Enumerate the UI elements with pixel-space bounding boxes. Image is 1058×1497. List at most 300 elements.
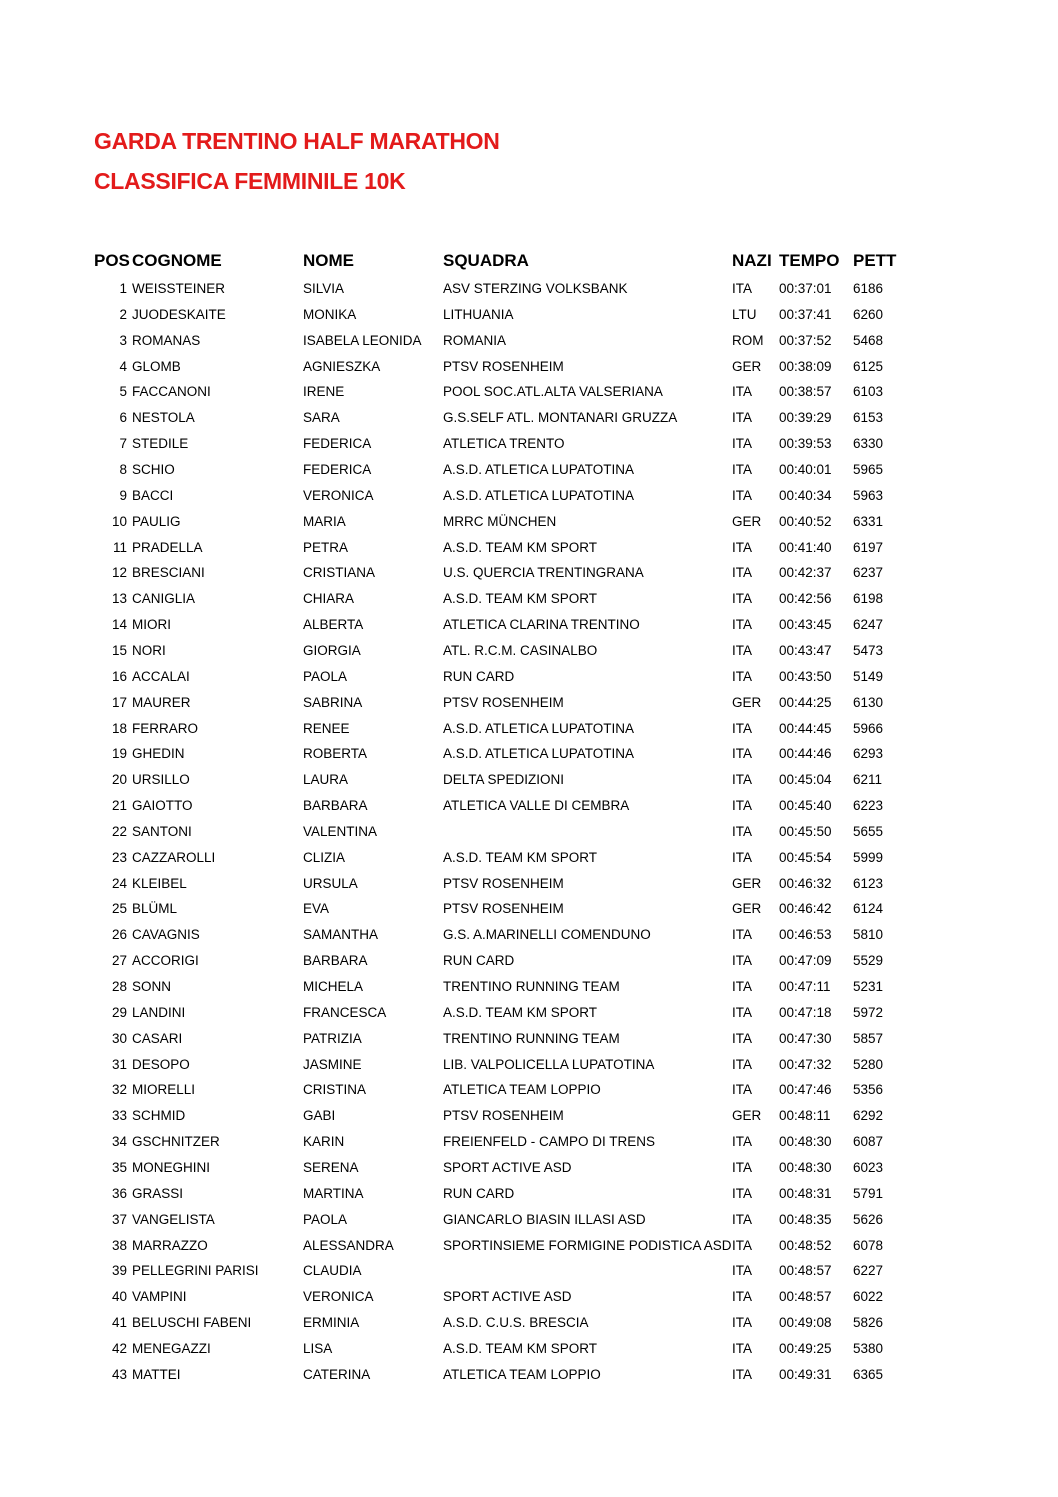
- cell-pett: 5810: [853, 927, 884, 943]
- cell-nazi: ITA: [732, 410, 752, 426]
- cell-pos: 14: [111, 617, 127, 632]
- cell-pett: 5826: [853, 1315, 884, 1330]
- cell-pett: 5529: [853, 953, 884, 969]
- cell-tempo: 00:49:31: [779, 1366, 832, 1382]
- table-row: [0, 1082, 1058, 1108]
- cell-squadra: ATLETICA CLARINA TRENTINO: [443, 617, 640, 632]
- cell-tempo: 00:37:01: [779, 281, 832, 296]
- table-row: [0, 669, 1058, 695]
- cell-squadra: POOL SOC.ATL.ALTA VALSERIANA: [443, 384, 663, 400]
- table-row: [0, 1186, 1058, 1212]
- cell-tempo: 00:42:56: [779, 591, 832, 607]
- cell-squadra: ATLETICA TRENTO: [443, 436, 565, 452]
- cell-pett: 5965: [853, 462, 884, 477]
- cell-tempo: 00:40:34: [779, 487, 832, 503]
- document-title: GARDA TRENTINO HALF MARATHON: [94, 128, 500, 154]
- cell-nazi: ITA: [732, 462, 752, 477]
- cell-squadra: PTSV ROSENHEIM: [443, 694, 564, 710]
- table-row: [0, 772, 1058, 798]
- cell-pett: 5791: [853, 1185, 884, 1201]
- cell-pos: 22: [111, 823, 127, 839]
- cell-squadra: SPORT ACTIVE ASD: [443, 1289, 572, 1305]
- cell-pett: 6237: [853, 565, 884, 581]
- cell-nome: FEDERICA: [303, 436, 372, 452]
- cell-nazi: ITA: [732, 772, 752, 788]
- cell-cognome: ACCORIGI: [132, 953, 199, 969]
- cell-nazi: ITA: [732, 668, 752, 684]
- cell-tempo: 00:47:09: [779, 953, 832, 969]
- cell-nome: PATRIZIA: [303, 1030, 362, 1046]
- table-row: [0, 359, 1058, 385]
- cell-nazi: ITA: [732, 979, 752, 994]
- cell-squadra: RUN CARD: [443, 668, 515, 684]
- table-row: [0, 1134, 1058, 1160]
- cell-nome: CLAUDIA: [303, 1263, 362, 1279]
- cell-squadra: TRENTINO RUNNING TEAM: [443, 979, 620, 994]
- cell-tempo: 00:47:46: [779, 1082, 832, 1098]
- cell-squadra: G.S. A.MARINELLI COMENDUNO: [443, 927, 651, 943]
- cell-squadra: PTSV ROSENHEIM: [443, 1108, 564, 1124]
- cell-nome: PAOLA: [303, 668, 348, 684]
- table-row: [0, 436, 1058, 462]
- cell-tempo: 00:48:30: [779, 1159, 832, 1175]
- cell-pett: 6124: [853, 901, 884, 917]
- cell-cognome: SCHIO: [132, 462, 175, 477]
- cell-pett: 6087: [853, 1134, 884, 1150]
- cell-nome: KARIN: [303, 1134, 345, 1150]
- cell-cognome: CAVAGNIS: [132, 927, 200, 943]
- cell-nome: SILVIA: [303, 281, 345, 296]
- cell-pos: 15: [111, 642, 127, 658]
- cell-tempo: 00:41:40: [779, 539, 832, 555]
- cell-pos: 11: [112, 539, 127, 555]
- cell-tempo: 00:37:41: [779, 306, 832, 322]
- table-row: [0, 927, 1058, 953]
- cell-nazi: ITA: [732, 1366, 752, 1382]
- cell-pos: 7: [119, 436, 127, 452]
- cell-nazi: GER: [732, 694, 762, 710]
- cell-squadra: A.S.D. ATLETICA LUPATOTINA: [443, 487, 635, 503]
- cell-pos: 28: [111, 979, 127, 994]
- cell-cognome: CASARI: [132, 1030, 183, 1046]
- cell-squadra: ATLETICA TEAM LOPPIO: [443, 1082, 601, 1098]
- cell-nome: GABI: [303, 1108, 336, 1124]
- cell-nome: GIORGIA: [303, 642, 361, 658]
- cell-nome: ERMINIA: [303, 1315, 360, 1330]
- cell-nazi: ROM: [732, 332, 764, 348]
- cell-cognome: MATTEI: [132, 1366, 181, 1382]
- table-row: [0, 953, 1058, 979]
- cell-squadra: GIANCARLO BIASIN ILLASI ASD: [443, 1211, 646, 1227]
- table-row: [0, 1005, 1058, 1031]
- cell-pos: 2: [119, 306, 127, 322]
- cell-squadra: A.S.D. TEAM KM SPORT: [443, 1004, 598, 1020]
- cell-squadra: A.S.D. TEAM KM SPORT: [443, 1340, 598, 1356]
- cell-cognome: SANTONI: [132, 823, 192, 839]
- cell-nome: VERONICA: [303, 1289, 374, 1305]
- cell-tempo: 00:48:31: [779, 1185, 832, 1201]
- cell-squadra: SPORTINSIEME FORMIGINE PODISTICA ASD: [443, 1237, 732, 1253]
- cell-pett: 6227: [853, 1263, 884, 1279]
- cell-cognome: CANIGLIA: [132, 591, 196, 607]
- cell-nome: JASMINE: [303, 1056, 362, 1072]
- cell-nome: RENEE: [303, 720, 350, 736]
- cell-squadra: ROMANIA: [443, 332, 507, 348]
- cell-squadra: PTSV ROSENHEIM: [443, 875, 564, 891]
- cell-nome: SAMANTHA: [303, 927, 379, 943]
- cell-nome: CLIZIA: [303, 849, 346, 865]
- table-row: [0, 824, 1058, 850]
- cell-tempo: 00:37:52: [779, 332, 832, 348]
- header-pett: PETT: [853, 251, 897, 270]
- cell-nazi: ITA: [732, 1159, 752, 1175]
- cell-tempo: 00:40:01: [779, 462, 832, 477]
- table-header: [0, 251, 1058, 277]
- cell-tempo: 00:43:45: [779, 617, 832, 632]
- cell-nome: FEDERICA: [303, 462, 372, 477]
- cell-pos: 36: [111, 1185, 127, 1201]
- table-row: [0, 617, 1058, 643]
- cell-pett: 6293: [853, 746, 884, 762]
- cell-tempo: 00:38:57: [779, 384, 832, 400]
- cell-squadra: MRRC MÜNCHEN: [443, 513, 557, 529]
- table-row: [0, 1108, 1058, 1134]
- cell-nome: CRISTIANA: [303, 565, 376, 581]
- cell-pos: 32: [111, 1082, 127, 1098]
- cell-cognome: JUODESKAITE: [132, 306, 226, 322]
- cell-nome: BARBARA: [303, 798, 368, 813]
- cell-pett: 6247: [853, 617, 884, 632]
- cell-tempo: 00:47:18: [779, 1004, 832, 1020]
- cell-pett: 6365: [853, 1366, 884, 1382]
- table-row: [0, 643, 1058, 669]
- cell-pos: 24: [111, 875, 127, 891]
- cell-cognome: MAURER: [132, 694, 191, 710]
- cell-cognome: LANDINI: [132, 1004, 186, 1020]
- cell-squadra: A.S.D. TEAM KM SPORT: [443, 591, 598, 607]
- cell-squadra: A.S.D. TEAM KM SPORT: [443, 849, 598, 865]
- cell-tempo: 00:44:46: [779, 746, 832, 762]
- cell-pett: 6078: [853, 1237, 884, 1253]
- cell-nazi: ITA: [732, 281, 752, 296]
- cell-pett: 5626: [853, 1211, 884, 1227]
- cell-nazi: ITA: [732, 849, 752, 865]
- cell-pos: 23: [111, 849, 127, 865]
- cell-cognome: MIORELLI: [132, 1082, 196, 1098]
- cell-pos: 17: [111, 694, 127, 710]
- cell-pos: 39: [111, 1263, 127, 1279]
- cell-nome: CATERINA: [303, 1366, 371, 1382]
- cell-cognome: KLEIBEL: [132, 875, 187, 891]
- cell-squadra: A.S.D. ATLETICA LUPATOTINA: [443, 720, 635, 736]
- cell-cognome: VANGELISTA: [132, 1211, 215, 1227]
- cell-cognome: PELLEGRINI PARISI: [132, 1263, 259, 1279]
- cell-squadra: RUN CARD: [443, 1185, 515, 1201]
- cell-cognome: BACCI: [132, 487, 174, 503]
- cell-nazi: ITA: [732, 642, 752, 658]
- cell-pos: 34: [111, 1134, 127, 1150]
- cell-tempo: 00:48:52: [779, 1237, 832, 1253]
- table-row: [0, 307, 1058, 333]
- cell-cognome: CAZZAROLLI: [132, 849, 216, 865]
- table-row: [0, 1057, 1058, 1083]
- cell-pett: 6197: [853, 539, 884, 555]
- cell-cognome: NORI: [132, 642, 166, 658]
- cell-pos: 3: [119, 332, 127, 348]
- cell-cognome: MENEGAZZI: [132, 1340, 211, 1356]
- cell-pos: 37: [111, 1211, 127, 1227]
- table-row: [0, 1160, 1058, 1186]
- cell-tempo: 00:42:37: [779, 565, 832, 581]
- cell-nome: ALESSANDRA: [303, 1237, 394, 1253]
- cell-tempo: 00:48:57: [779, 1289, 832, 1305]
- cell-nome: SARA: [303, 410, 340, 426]
- cell-pos: 25: [111, 901, 127, 917]
- cell-cognome: GAIOTTO: [132, 798, 193, 813]
- table-row: [0, 901, 1058, 927]
- cell-nome: VALENTINA: [303, 823, 378, 839]
- cell-nazi: ITA: [732, 1056, 752, 1072]
- cell-nome: PAOLA: [303, 1211, 348, 1227]
- cell-pett: 5149: [853, 668, 884, 684]
- cell-squadra: FREIENFELD - CAMPO DI TRENS: [443, 1134, 656, 1150]
- cell-cognome: GLOMB: [132, 358, 181, 374]
- cell-nazi: ITA: [732, 1004, 752, 1020]
- cell-squadra: A.S.D. TEAM KM SPORT: [443, 539, 598, 555]
- cell-pett: 6123: [853, 875, 884, 891]
- table-row: [0, 876, 1058, 902]
- cell-cognome: FACCANONI: [132, 384, 211, 400]
- cell-cognome: GRASSI: [132, 1185, 184, 1201]
- cell-tempo: 00:48:11: [779, 1108, 831, 1124]
- cell-nazi: ITA: [732, 1082, 752, 1098]
- cell-squadra: A.S.D. C.U.S. BRESCIA: [443, 1315, 589, 1330]
- cell-pos: 9: [119, 487, 127, 503]
- cell-nome: SABRINA: [303, 694, 363, 710]
- cell-nome: MARIA: [303, 513, 346, 529]
- cell-nazi: ITA: [732, 720, 752, 736]
- cell-nome: BARBARA: [303, 953, 368, 969]
- cell-pett: 6022: [853, 1289, 884, 1305]
- cell-nome: CHIARA: [303, 591, 355, 607]
- table-row: [0, 1289, 1058, 1315]
- table-row: [0, 540, 1058, 566]
- table-row: [0, 1341, 1058, 1367]
- cell-tempo: 00:45:40: [779, 798, 832, 813]
- cell-pos: 8: [119, 462, 127, 477]
- header-nome: NOME: [303, 251, 354, 270]
- cell-cognome: VAMPINI: [132, 1289, 187, 1305]
- table-row: [0, 410, 1058, 436]
- cell-nazi: ITA: [732, 1315, 752, 1330]
- cell-squadra: ATLETICA TEAM LOPPIO: [443, 1366, 601, 1382]
- cell-nazi: ITA: [732, 746, 752, 762]
- table-row: [0, 462, 1058, 488]
- cell-cognome: BELUSCHI FABENI: [132, 1315, 252, 1330]
- cell-squadra: A.S.D. ATLETICA LUPATOTINA: [443, 462, 635, 477]
- table-row: [0, 850, 1058, 876]
- cell-pett: 6331: [853, 513, 884, 529]
- cell-pett: 6330: [853, 436, 884, 452]
- cell-cognome: DESOPO: [132, 1056, 190, 1072]
- cell-nazi: ITA: [732, 487, 752, 503]
- table-row: [0, 1031, 1058, 1057]
- cell-nazi: GER: [732, 358, 762, 374]
- cell-pos: 27: [111, 953, 127, 969]
- cell-nazi: ITA: [732, 436, 752, 452]
- cell-nazi: ITA: [732, 1134, 752, 1150]
- cell-cognome: GSCHNITZER: [132, 1134, 220, 1150]
- header-cognome: COGNOME: [132, 251, 222, 270]
- cell-squadra: SPORT ACTIVE ASD: [443, 1159, 572, 1175]
- cell-nazi: ITA: [732, 953, 752, 969]
- cell-nome: ROBERTA: [303, 746, 368, 762]
- cell-nome: EVA: [303, 901, 330, 917]
- cell-tempo: 00:38:09: [779, 358, 832, 374]
- cell-nome: MONIKA: [303, 306, 357, 322]
- cell-pett: 6125: [853, 358, 884, 374]
- cell-tempo: 00:49:25: [779, 1340, 832, 1356]
- cell-pos: 41: [111, 1315, 127, 1330]
- cell-cognome: WEISSTEINER: [132, 281, 226, 296]
- cell-tempo: 00:39:29: [779, 410, 832, 426]
- table-row: [0, 721, 1058, 747]
- cell-tempo: 00:43:50: [779, 668, 832, 684]
- cell-tempo: 00:39:53: [779, 436, 832, 452]
- cell-nazi: GER: [732, 1108, 762, 1124]
- cell-cognome: PAULIG: [132, 513, 181, 529]
- cell-cognome: MARRAZZO: [132, 1237, 208, 1253]
- cell-nazi: GER: [732, 875, 762, 891]
- cell-pett: 5655: [853, 823, 884, 839]
- cell-pos: 12: [111, 565, 127, 581]
- cell-pett: 6211: [853, 772, 883, 788]
- table-row: [0, 1212, 1058, 1238]
- cell-nome: MICHELA: [303, 979, 364, 994]
- cell-pos: 10: [111, 513, 127, 529]
- cell-tempo: 00:48:30: [779, 1134, 832, 1150]
- cell-tempo: 00:43:47: [779, 642, 832, 658]
- cell-cognome: ROMANAS: [132, 332, 201, 348]
- table-row: [0, 333, 1058, 359]
- table-row: [0, 798, 1058, 824]
- cell-nome: ALBERTA: [303, 617, 364, 632]
- table-row: [0, 746, 1058, 772]
- cell-tempo: 00:47:30: [779, 1030, 832, 1046]
- cell-nazi: ITA: [732, 1340, 752, 1356]
- cell-squadra: RUN CARD: [443, 953, 515, 969]
- cell-nazi: GER: [732, 513, 762, 529]
- document-subtitle: CLASSIFICA FEMMINILE 10K: [94, 168, 406, 194]
- cell-tempo: 00:44:45: [779, 720, 832, 736]
- cell-nome: ISABELA LEONIDA: [303, 332, 422, 348]
- cell-tempo: 00:46:32: [779, 875, 832, 891]
- header-pos: POS: [94, 251, 130, 270]
- cell-pos: 4: [119, 358, 127, 374]
- cell-pett: 5380: [853, 1340, 884, 1356]
- cell-nazi: ITA: [732, 565, 752, 581]
- cell-nome: LISA: [303, 1340, 333, 1356]
- cell-nazi: ITA: [732, 823, 752, 839]
- cell-nazi: ITA: [732, 1263, 752, 1279]
- cell-pett: 6260: [853, 306, 884, 322]
- cell-nome: AGNIESZKA: [303, 358, 381, 374]
- cell-pos: 33: [111, 1108, 127, 1124]
- cell-pos: 31: [111, 1056, 127, 1072]
- table-row: [0, 384, 1058, 410]
- cell-tempo: 00:40:52: [779, 513, 832, 529]
- cell-nazi: ITA: [732, 1237, 752, 1253]
- cell-pos: 38: [111, 1237, 127, 1253]
- cell-squadra: PTSV ROSENHEIM: [443, 358, 564, 374]
- cell-nome: URSULA: [303, 875, 358, 891]
- header-nazi: NAZI: [732, 251, 772, 270]
- cell-pos: 1: [119, 281, 127, 296]
- cell-cognome: NESTOLA: [132, 410, 195, 426]
- cell-nazi: ITA: [732, 798, 752, 813]
- table-row: [0, 591, 1058, 617]
- cell-tempo: 00:49:08: [779, 1315, 832, 1330]
- cell-pett: 6223: [853, 798, 884, 813]
- cell-pos: 35: [111, 1159, 127, 1175]
- cell-nazi: ITA: [732, 384, 752, 400]
- cell-tempo: 00:45:54: [779, 849, 832, 865]
- cell-squadra: DELTA SPEDIZIONI: [443, 772, 565, 788]
- cell-nazi: ITA: [732, 617, 752, 632]
- cell-pett: 5999: [853, 849, 884, 865]
- cell-nome: MARTINA: [303, 1185, 364, 1201]
- cell-nome: VERONICA: [303, 487, 374, 503]
- cell-pett: 5966: [853, 720, 884, 736]
- header-tempo: TEMPO: [779, 251, 840, 270]
- cell-tempo: 00:46:42: [779, 901, 832, 917]
- cell-pett: 5468: [853, 332, 884, 348]
- cell-pos: 18: [111, 720, 127, 736]
- cell-pett: 5356: [853, 1082, 884, 1098]
- cell-squadra: ATL. R.C.M. CASINALBO: [443, 642, 598, 658]
- cell-pos: 30: [111, 1030, 127, 1046]
- cell-pos: 21: [111, 798, 127, 813]
- cell-squadra: TRENTINO RUNNING TEAM: [443, 1030, 620, 1046]
- cell-tempo: 00:48:35: [779, 1211, 832, 1227]
- cell-nazi: ITA: [732, 1185, 752, 1201]
- cell-nazi: ITA: [732, 927, 752, 943]
- cell-cognome: MONEGHINI: [132, 1159, 211, 1175]
- cell-nazi: ITA: [732, 1289, 752, 1305]
- cell-pett: 6103: [853, 384, 884, 400]
- cell-pos: 5: [119, 384, 127, 400]
- header-squadra: SQUADRA: [443, 251, 529, 270]
- cell-tempo: 00:44:25: [779, 694, 832, 710]
- cell-pett: 5857: [853, 1030, 884, 1046]
- cell-squadra: U.S. QUERCIA TRENTINGRANA: [443, 565, 644, 581]
- cell-cognome: PRADELLA: [132, 539, 203, 555]
- cell-pos: 20: [111, 772, 127, 788]
- cell-pos: 43: [111, 1366, 127, 1382]
- cell-tempo: 00:46:53: [779, 927, 832, 943]
- cell-squadra: LITHUANIA: [443, 306, 514, 322]
- cell-nazi: GER: [732, 901, 762, 917]
- cell-cognome: FERRARO: [132, 720, 199, 736]
- cell-nome: LAURA: [303, 772, 349, 788]
- cell-cognome: URSILLO: [132, 772, 190, 788]
- cell-nazi: ITA: [732, 1030, 752, 1046]
- table-row: [0, 1238, 1058, 1264]
- cell-pos: 26: [111, 927, 127, 943]
- cell-tempo: 00:45:04: [779, 772, 832, 788]
- cell-cognome: STEDILE: [132, 436, 189, 452]
- cell-pett: 6130: [853, 694, 884, 710]
